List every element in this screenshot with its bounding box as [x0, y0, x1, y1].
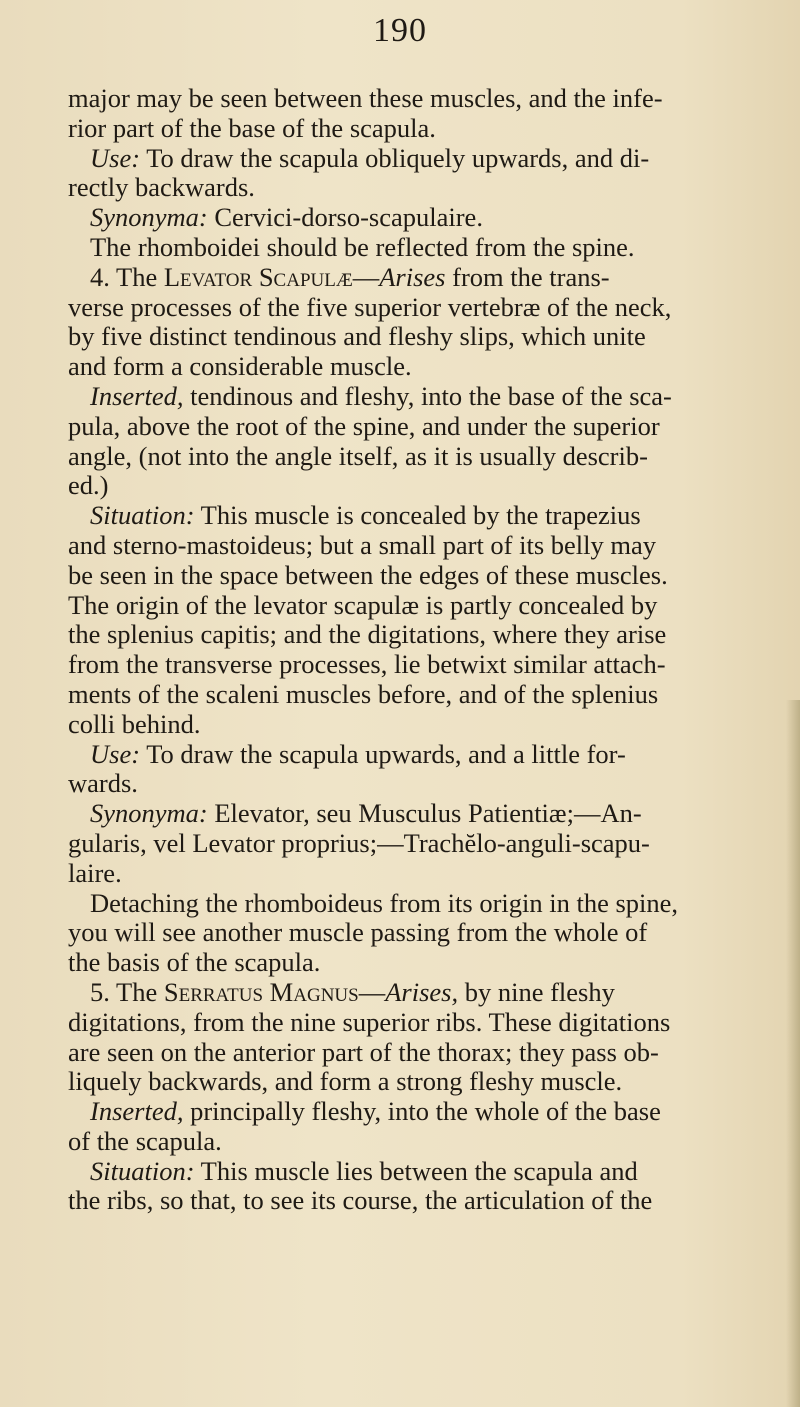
- text-line: [68, 1038, 718, 1068]
- text-line: [68, 203, 718, 233]
- italic-text: Arises,: [385, 976, 459, 1007]
- small-caps-heading: Levator Scapulæ: [163, 261, 353, 292]
- text-line: [68, 889, 718, 919]
- text-line: [68, 561, 718, 591]
- text-run: tendinous and fleshy, into the base of the sca-: [183, 380, 672, 411]
- italic-text: Synonyma:: [90, 798, 208, 829]
- text-line: [68, 352, 718, 382]
- text-run: verse processes of the five superior vertebræ of the neck,: [68, 291, 672, 322]
- text-line: [68, 710, 718, 740]
- text-run: Elevator, seu Musculus Patientiæ;—An-: [207, 798, 642, 829]
- italic-text: Use:: [90, 142, 141, 173]
- text-run: the ribs, so that, to see its course, the articulation of the: [68, 1185, 653, 1216]
- text-run: Cervici-dorso-scapulaire.: [207, 202, 483, 233]
- text-line: [68, 948, 718, 978]
- text-run: The rhomboidei should be reflected from the spine.: [90, 231, 635, 262]
- italic-text: Situation:: [90, 1155, 195, 1186]
- text-run: pula, above the root of the spine, and under the superior: [68, 410, 660, 441]
- text-line: [68, 591, 718, 621]
- text-line: [68, 501, 718, 531]
- italic-text: Inserted,: [90, 380, 184, 411]
- text-run: rior part of the base of the scapula.: [68, 112, 436, 143]
- text-run: digitations, from the nine superior ribs. These digitations: [68, 1006, 671, 1037]
- text-line: [68, 144, 718, 174]
- text-line: [68, 829, 718, 859]
- text-line: [68, 620, 718, 650]
- text-run: ed.): [68, 470, 109, 501]
- text-line: [68, 322, 718, 352]
- text-line: [68, 1008, 718, 1038]
- text-run: from the transverse processes, lie betwixt similar attach-: [68, 649, 666, 680]
- text-run: rectly backwards.: [68, 172, 255, 203]
- text-run: are seen on the anterior part of the thorax; they pass ob-: [68, 1036, 659, 1067]
- text-run: angle, (not into the angle itself, as it is usually describ-: [68, 440, 648, 471]
- text-run: and form a considerable muscle.: [68, 351, 412, 382]
- text-line: [68, 978, 718, 1008]
- italic-text: Inserted,: [90, 1096, 184, 1127]
- text-run: major may be seen between these muscles, and the infe-: [68, 83, 663, 113]
- text-run: colli behind.: [68, 708, 201, 739]
- text-run: ments of the scaleni muscles before, and of the splenius: [68, 678, 659, 709]
- text-run: To draw the scapula upwards, and a little for-: [140, 738, 626, 769]
- text-run: be seen in the space between the edges of these muscles.: [68, 559, 668, 590]
- text-run: Detaching the rhomboideus from its origin in the spine,: [90, 887, 679, 918]
- text-line: [68, 859, 718, 889]
- text-line: [68, 382, 718, 412]
- text-line: [68, 740, 718, 770]
- text-run: from the trans-: [445, 261, 610, 292]
- page-number: 190: [373, 12, 427, 49]
- text-run: —: [358, 976, 386, 1007]
- text-line: [68, 1186, 718, 1216]
- body-text: [68, 84, 718, 1216]
- text-line: [68, 442, 718, 472]
- text-line: [68, 769, 718, 799]
- italic-text: Arises: [379, 261, 446, 292]
- text-run: liquely backwards, and form a strong fleshy muscle.: [68, 1066, 623, 1097]
- text-run: The origin of the levator scapulæ is partly concealed by: [68, 589, 658, 620]
- text-line: [68, 799, 718, 829]
- text-line: [68, 173, 718, 203]
- text-run: and sterno-mastoideus; but a small part of its belly may: [68, 529, 657, 560]
- text-line: [68, 263, 718, 293]
- text-line: [68, 114, 718, 144]
- text-line: [68, 531, 718, 561]
- text-line: [68, 1127, 718, 1157]
- text-run: gularis, vel Levator proprius;—Trachĕlo-anguli-scapu-: [68, 827, 650, 858]
- text-line: [68, 1067, 718, 1097]
- text-run: the splenius capitis; and the digitations, where they arise: [68, 619, 667, 650]
- text-run: 5. The: [90, 976, 164, 1007]
- text-run: This muscle is concealed by the trapezius: [194, 500, 641, 531]
- text-run: by nine fleshy: [458, 976, 615, 1007]
- text-line: [68, 1097, 718, 1127]
- text-run: laire.: [68, 857, 122, 888]
- text-run: To draw the scapula obliquely upwards, and di-: [140, 142, 650, 173]
- text-run: you will see another muscle passing from the whole of: [68, 917, 648, 948]
- text-line: [68, 412, 718, 442]
- text-run: principally fleshy, into the whole of the base: [183, 1096, 661, 1127]
- text-run: 4. The: [90, 261, 164, 292]
- text-line: [68, 680, 718, 710]
- small-caps-heading: Serratus Magnus: [163, 976, 359, 1007]
- text-line: [68, 1157, 718, 1187]
- page-edge-shading: [786, 700, 800, 1407]
- italic-text: Situation:: [90, 500, 195, 531]
- italic-text: Synonyma:: [90, 202, 208, 233]
- text-run: wards.: [68, 768, 138, 799]
- text-line: [68, 293, 718, 323]
- text-line: [68, 918, 718, 948]
- text-line: [68, 233, 718, 263]
- text-run: —: [352, 261, 380, 292]
- text-run: This muscle lies between the scapula and: [194, 1155, 638, 1186]
- italic-text: Use:: [90, 738, 141, 769]
- text-run: of the scapula.: [68, 1125, 222, 1156]
- text-line: [68, 650, 718, 680]
- text-line: [68, 471, 718, 501]
- text-line: [68, 84, 718, 114]
- text-run: the basis of the scapula.: [68, 947, 321, 978]
- text-run: by five distinct tendinous and fleshy slips, which unite: [68, 321, 646, 352]
